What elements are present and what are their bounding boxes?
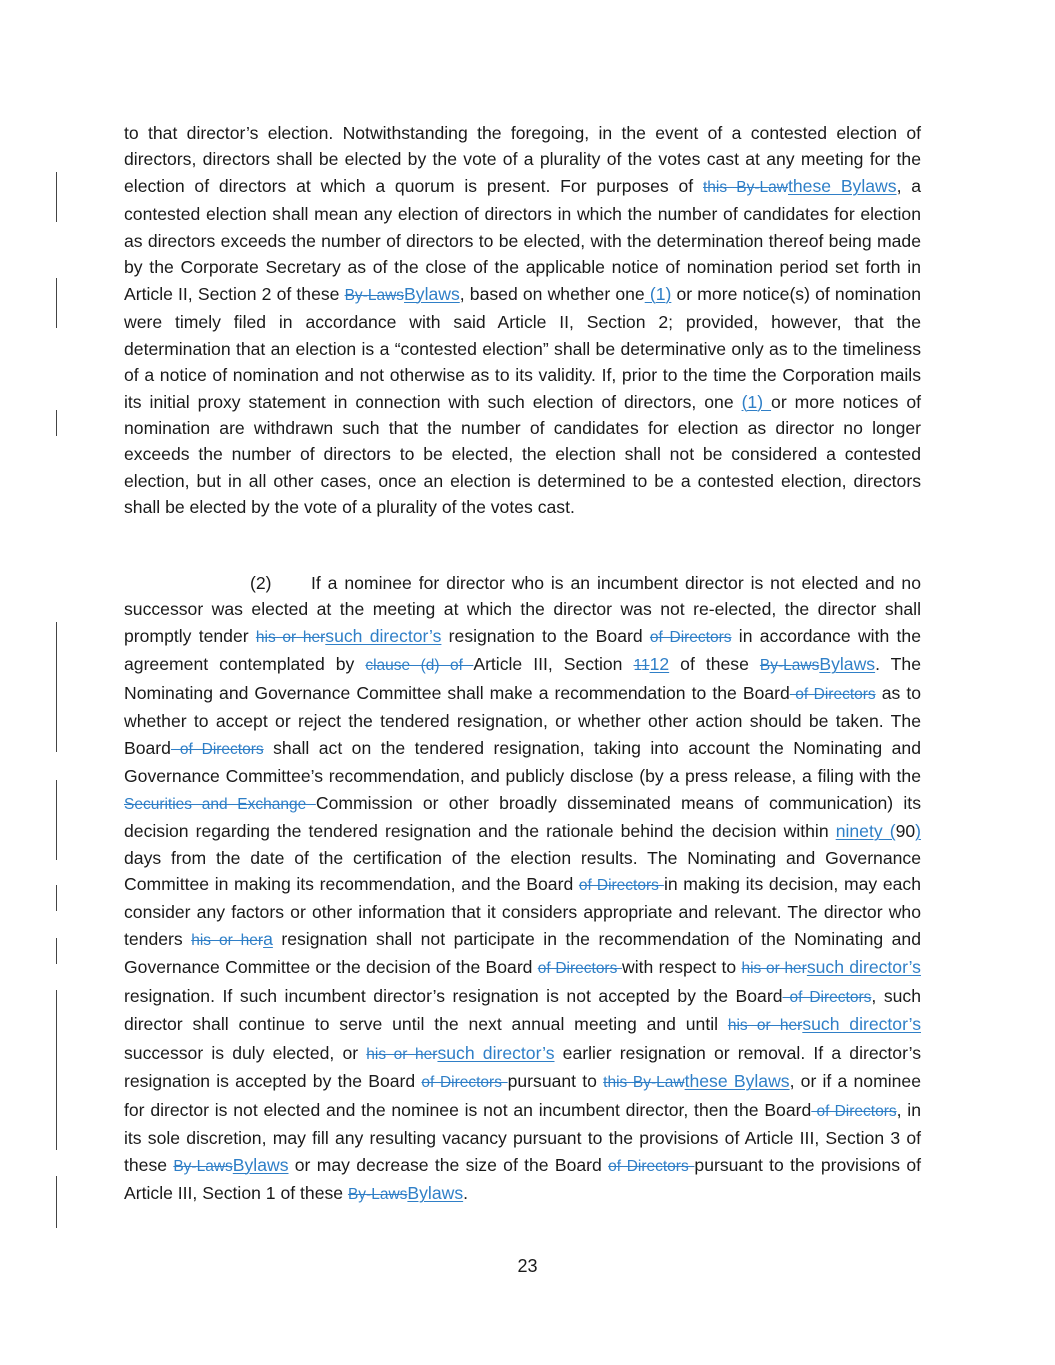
change-bar xyxy=(56,278,57,328)
text-run: as to whether to accept or reject the tendered resignation, or whether other action should be taken. The Board xyxy=(124,682,921,758)
deleted-text: his or her xyxy=(366,1045,438,1063)
deleted-text: By-Laws xyxy=(347,1185,408,1203)
text-run: pursuant to the provisions of Article III, Section 1 of these xyxy=(124,1154,921,1203)
text-run: 90 xyxy=(895,821,916,842)
deleted-text: By-Laws xyxy=(173,1157,233,1175)
deleted-text: his or her xyxy=(727,1017,803,1035)
inserted-text: ) xyxy=(915,821,921,842)
inserted-text: such director’s xyxy=(437,1042,555,1063)
text-run: or may decrease the size of the Board xyxy=(288,1154,609,1175)
paragraph-number: (2) xyxy=(250,573,272,593)
text-run: or more notice(s) of nomination were timely filed in accordance with said Article II, Section 2; provided, however, that the determination that an election is a “contested election” shall be determinative only as to the timeliness of a notice of nomination and not otherwise as to its validity. If, prior to the time the Corporation mails its initial proxy statement in connection with such election of directors, one xyxy=(124,283,921,412)
deleted-text: clause (d) of xyxy=(365,657,474,675)
text-run: , based on whether one xyxy=(459,283,645,304)
text-run: with respect to xyxy=(622,957,742,978)
text-run: , a contested election shall mean any election of directors in which the number of candidates for election as directors exceeds the number of directors to be elected, with the determination thereof being made by the Corporate Secretary as of the close of the applicable notice of nomination period set forth in Article II, Section 2 of these xyxy=(124,175,922,304)
text-run: to that director’s election. Notwithstanding the foregoing, in the event of a contested election of directors, directors shall be elected by the vote of a plurality of the votes cast at any meeting for the election of directors at which a quorum is present. For purposes of xyxy=(124,123,921,196)
inserted-text: a xyxy=(263,928,273,949)
deleted-text: of Directors xyxy=(789,685,876,703)
deleted-text: 11 xyxy=(633,657,650,675)
text-run: resignation shall not participate in the recommendation of the Nominating and Governance Committee or the decision of the Board xyxy=(124,928,921,978)
text-run: in making its decision, may each consider any factors or other information that it considers appropriate and relevant. The director who tenders xyxy=(124,873,921,949)
text-run: , such director shall continue to serve until the next annual meeting and until xyxy=(124,985,921,1035)
text-run: of these xyxy=(669,654,760,675)
deleted-text: his or her xyxy=(255,628,326,646)
inserted-text: ninety ( xyxy=(835,821,896,842)
deleted-text: By-Laws xyxy=(344,286,405,304)
text-run: Article III, Section xyxy=(473,654,634,675)
change-bar xyxy=(56,990,57,1150)
deleted-text: By-Laws xyxy=(759,657,820,675)
paragraph-incumbent-resignation xyxy=(124,570,921,1208)
deleted-text: his or her xyxy=(741,960,807,978)
deleted-text: of Directors xyxy=(170,740,264,758)
change-bar xyxy=(56,172,57,222)
deleted-text: this By-Law xyxy=(702,178,788,196)
deleted-text: of Directors xyxy=(811,1102,897,1120)
deleted-text: this By-Law xyxy=(603,1074,685,1092)
inserted-text: Bylaws xyxy=(819,654,876,675)
inserted-text: (1) xyxy=(644,283,672,304)
text-run: , in its sole discretion, may fill any resulting vacancy pursuant to the provisions of Article III, Section 3 of these xyxy=(124,1099,921,1175)
inserted-text: 12 xyxy=(649,654,670,675)
deleted-text: his or her xyxy=(191,931,264,949)
inserted-text: Bylaws xyxy=(407,1182,464,1203)
text-run: shall act on the tendered resignation, taking into account the Nominating and Governance Committee’s recommendation, and publicly disclose (by a press release, a filing with the xyxy=(124,737,921,787)
text-run: successor is duly elected, or xyxy=(124,1042,367,1063)
text-run: in accordance with the agreement contemplated by xyxy=(124,625,921,675)
deleted-text: of Directors xyxy=(421,1074,508,1092)
text-run: or more notices of nomination are withdrawn such that the number of candidates for election as director no longer exceeds the number of directors to be elected, the election shall not be considered a contested election, but in all other cases, once an election is determined to be a contested election, directors shall be elected by the vote of a plurality of the votes cast. xyxy=(124,391,922,518)
inserted-text: such director’s xyxy=(802,1014,921,1035)
deleted-text: of Directors xyxy=(649,628,732,646)
inserted-text: (1) xyxy=(741,391,772,412)
text-run: , or if a nominee for director is not elected and the nominee is not an incumbent director, then the Board xyxy=(124,1071,922,1120)
deleted-text: of Directors xyxy=(578,876,664,894)
change-bar xyxy=(56,885,57,911)
text-run: days from the date of the certification of the election results. The Nominating and Governance Committee in making its recommendation, and the Board xyxy=(124,847,921,894)
text-run: If a nominee for director who is an incumbent director is not elected and no successor was elected at the meeting at which the director was not re-elected, the director shall promptly tender xyxy=(124,573,921,646)
inserted-text: these Bylaws xyxy=(684,1071,790,1092)
text-run: . xyxy=(463,1182,469,1203)
text-run: resignation. If such incumbent director’s resignation is not accepted by the Board xyxy=(124,985,783,1006)
page-number: 23 xyxy=(517,1256,538,1276)
inserted-text: Bylaws xyxy=(404,283,460,304)
deleted-text: of Directors xyxy=(608,1157,695,1175)
change-bar xyxy=(56,780,57,860)
change-bar xyxy=(56,410,57,436)
deleted-text: of Directors xyxy=(537,960,623,978)
inserted-text: such director’s xyxy=(325,625,442,646)
change-bar xyxy=(56,938,57,964)
text-run: earlier resignation or removal. If a director’s resignation is accepted by the Board xyxy=(124,1042,921,1092)
inserted-text: such director’s xyxy=(806,957,921,978)
change-bar xyxy=(56,1176,57,1228)
deleted-text: Securities and Exchange xyxy=(124,795,316,813)
text-run: resignation to the Board xyxy=(441,625,650,646)
deleted-text: of Directors xyxy=(782,988,872,1006)
text-run: pursuant to xyxy=(507,1071,604,1092)
text-run: . The Nominating and Governance Committee shall make a recommendation to the Board xyxy=(124,654,921,703)
inserted-text: Bylaws xyxy=(232,1154,289,1175)
paragraph-contested-election xyxy=(124,120,921,521)
change-bar xyxy=(56,622,57,752)
inserted-text: these Bylaws xyxy=(788,175,897,196)
text-run: Commission or other broadly disseminated means of communication) its decision regarding the tendered resignation and the rationale behind the decision within xyxy=(124,792,921,842)
